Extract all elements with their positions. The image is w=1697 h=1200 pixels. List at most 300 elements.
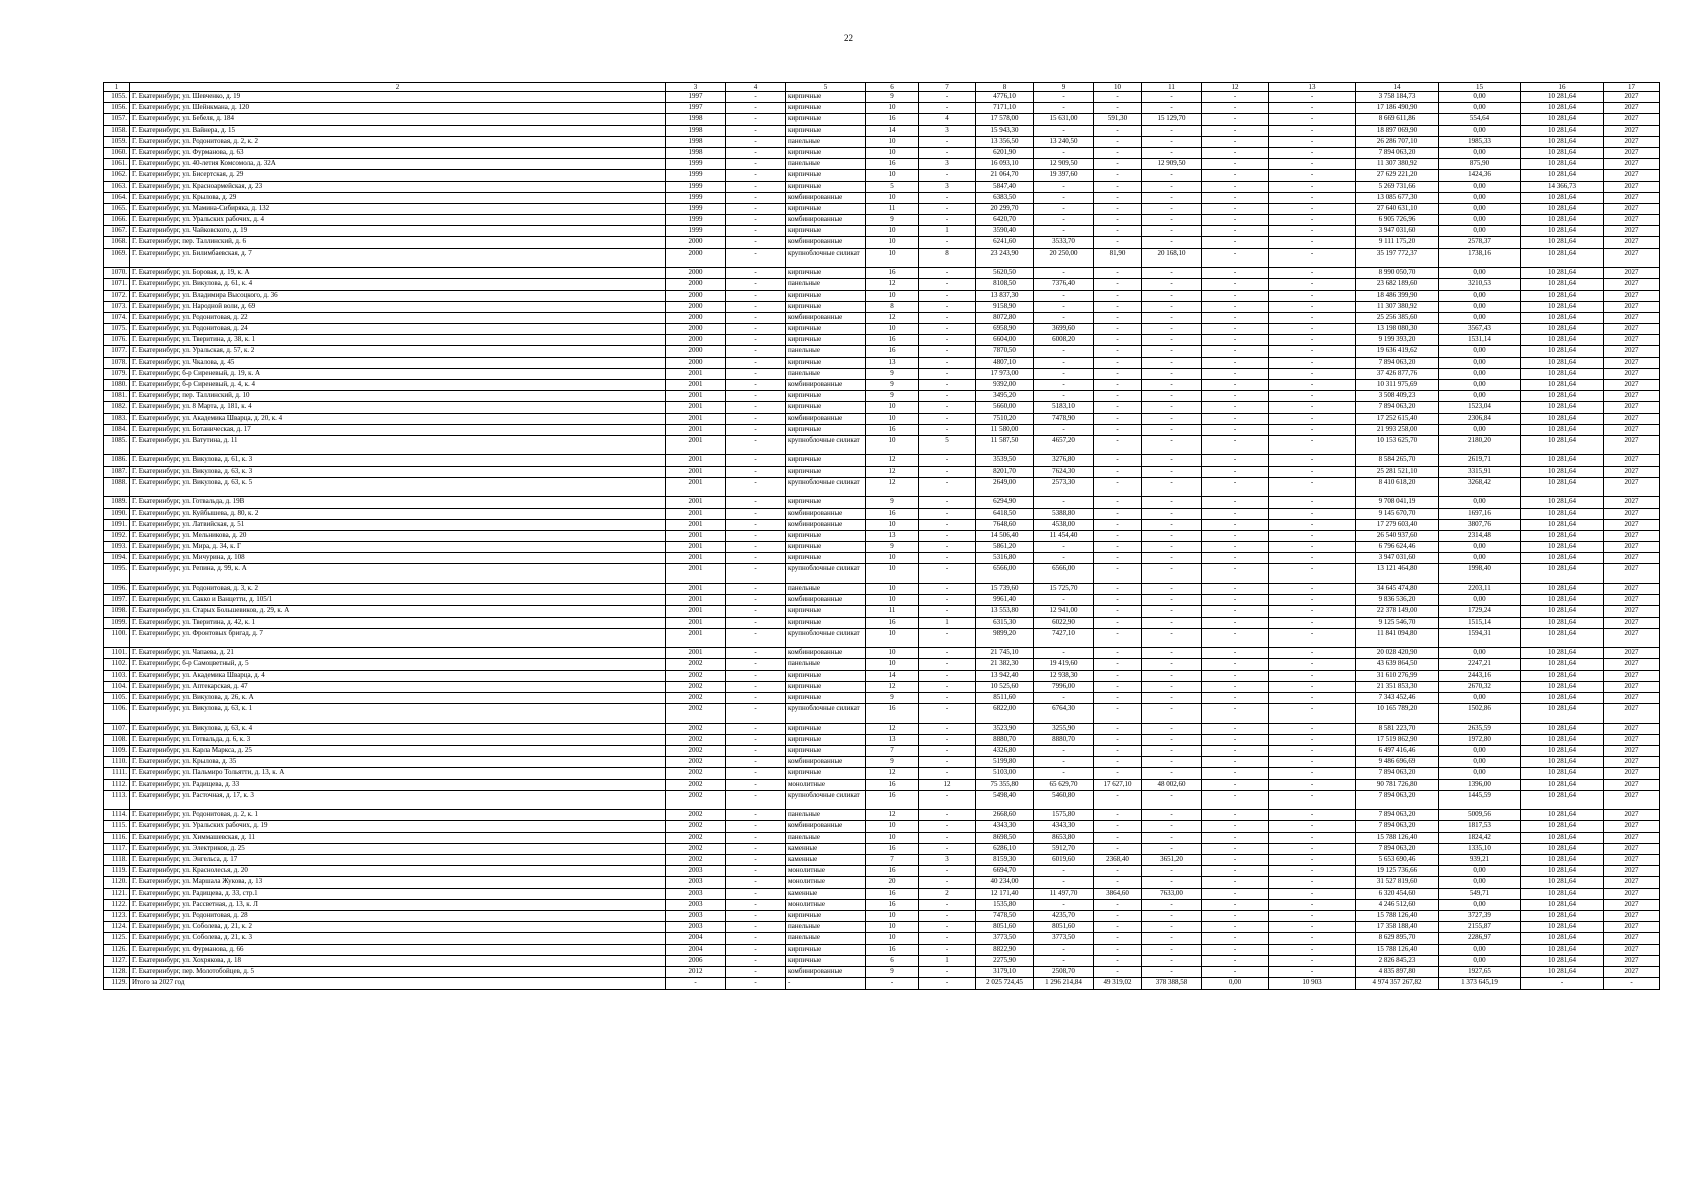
table-cell: -: [1202, 279, 1269, 290]
table-cell: 1080.: [104, 380, 130, 391]
table-cell: -: [919, 978, 976, 990]
table-cell: -: [726, 681, 786, 692]
table-cell: 2286,97: [1439, 933, 1521, 944]
table-cell: 2001: [666, 606, 726, 617]
table-cell: 7: [866, 746, 919, 757]
table-row: [104, 670, 1660, 681]
table-cell: Г. Екатеринбург, ул. Билимбаевская, д. 7: [130, 248, 666, 268]
table-cell: 4 246 512,60: [1356, 899, 1439, 910]
table-cell: -: [1094, 910, 1142, 921]
table-row: [104, 628, 1660, 648]
table-cell: 1: [919, 955, 976, 966]
table-cell: 10 281,64: [1521, 617, 1604, 628]
table-cell: 2027: [1604, 237, 1660, 248]
table-cell: Г. Екатеринбург, пер. Молотобойцев, д. 5: [130, 966, 666, 977]
table-cell: -: [1142, 877, 1202, 888]
table-cell: Г. Екатеринбург, ул. Викулова, д. 63, к. 4: [130, 723, 666, 734]
table-cell: 6566,00: [1034, 564, 1094, 584]
table-cell: 10 281,64: [1521, 955, 1604, 966]
table-cell: кирпичные: [786, 357, 866, 368]
table-cell: 8072,80: [976, 312, 1034, 323]
table-cell: -: [786, 978, 866, 990]
table-cell: 1078.: [104, 357, 130, 368]
table-cell: 1056.: [104, 103, 130, 114]
table-cell: 2649,00: [976, 477, 1034, 497]
table-cell: 7427,10: [1034, 628, 1094, 648]
table-cell: 2027: [1604, 821, 1660, 832]
table-cell: -: [1142, 542, 1202, 553]
table-cell: -: [1094, 237, 1142, 248]
table-cell: -: [919, 768, 976, 779]
table-row: [104, 435, 1660, 455]
table-row: [104, 103, 1660, 114]
table-cell: 875,90: [1439, 159, 1521, 170]
table-cell: 15 788 126,40: [1356, 832, 1439, 843]
column-header: 6: [866, 83, 919, 92]
table-cell: 10 281,64: [1521, 628, 1604, 648]
table-cell: -: [1202, 810, 1269, 821]
table-cell: 2027: [1604, 542, 1660, 553]
table-cell: -: [1269, 832, 1356, 843]
table-cell: панельные: [786, 810, 866, 821]
table-cell: 12: [866, 466, 919, 477]
table-cell: 2619,71: [1439, 455, 1521, 466]
table-cell: 13: [866, 734, 919, 745]
table-cell: 2000: [666, 237, 726, 248]
table-cell: -: [1269, 966, 1356, 977]
table-cell: -: [1269, 768, 1356, 779]
table-cell: -: [1202, 746, 1269, 757]
table-cell: -: [1142, 226, 1202, 237]
table-cell: 1074.: [104, 312, 130, 323]
table-cell: 2027: [1604, 933, 1660, 944]
table-cell: 2027: [1604, 606, 1660, 617]
table-cell: 2180,20: [1439, 435, 1521, 455]
table-cell: 16 093,10: [976, 159, 1034, 170]
table-cell: -: [919, 723, 976, 734]
table-cell: 7 894 063,20: [1356, 821, 1439, 832]
table-row: [104, 832, 1660, 843]
table-cell: Г. Екатеринбург, ул. Соболева, д. 21, к. 3: [130, 933, 666, 944]
table-cell: -: [1269, 519, 1356, 530]
table-cell: 10: [866, 192, 919, 203]
table-cell: 3268,42: [1439, 477, 1521, 497]
table-cell: 2003: [666, 866, 726, 877]
table-cell: 10 311 975,69: [1356, 380, 1439, 391]
table-cell: -: [1094, 519, 1142, 530]
table-cell: -: [1094, 768, 1142, 779]
table-cell: 1531,14: [1439, 335, 1521, 346]
table-cell: 4343,30: [976, 821, 1034, 832]
table-cell: -: [726, 866, 786, 877]
table-cell: 2001: [666, 413, 726, 424]
table-cell: 9: [866, 391, 919, 402]
table-cell: -: [1142, 922, 1202, 933]
table-cell: 1069.: [104, 248, 130, 268]
table-cell: 1127.: [104, 955, 130, 966]
table-cell: -: [1094, 821, 1142, 832]
table-cell: 2002: [666, 768, 726, 779]
table-cell: -: [1142, 346, 1202, 357]
table-cell: 15 739,60: [976, 583, 1034, 594]
table-cell: 2001: [666, 424, 726, 435]
table-cell: -: [1094, 866, 1142, 877]
table-cell: 2003: [666, 888, 726, 899]
table-cell: -: [1269, 335, 1356, 346]
table-cell: 10 281,64: [1521, 268, 1604, 279]
table-cell: Г. Екатеринбург, ул. Викулова, д. 63, к. 5: [130, 477, 666, 497]
table-cell: 1116.: [104, 832, 130, 843]
table-cell: 12 171,40: [976, 888, 1034, 899]
table-cell: 16: [866, 617, 919, 628]
table-cell: Г. Екатеринбург, ул. Родонитовая, д. 3, к. 2: [130, 583, 666, 594]
table-cell: 2001: [666, 583, 726, 594]
table-cell: 4 835 897,80: [1356, 966, 1439, 977]
table-cell: 10 165 789,20: [1356, 704, 1439, 724]
table-cell: каменные: [786, 888, 866, 899]
table-cell: 2578,37: [1439, 237, 1521, 248]
table-cell: 2002: [666, 734, 726, 745]
table-cell: -: [1202, 933, 1269, 944]
table-cell: Г. Екатеринбург, ул. Боровая, д. 19, к. А: [130, 268, 666, 279]
table-cell: -: [919, 944, 976, 955]
table-cell: 6294,90: [976, 497, 1034, 508]
table-cell: Г. Екатеринбург, б-р Сиреневый, д. 4, к. 4: [130, 380, 666, 391]
table-cell: 1998: [666, 125, 726, 136]
table-cell: -: [726, 435, 786, 455]
table-cell: 9 486 696,69: [1356, 757, 1439, 768]
table-cell: -: [1094, 324, 1142, 335]
column-number-header-row: [104, 83, 1660, 92]
table-cell: 16: [866, 704, 919, 724]
table-cell: Г. Екатеринбург, ул. Народной воли, д. 69: [130, 301, 666, 312]
table-cell: 2004: [666, 933, 726, 944]
table-cell: -: [1269, 136, 1356, 147]
table-cell: Г. Екатеринбург, ул. Репина, д. 99, к. А: [130, 564, 666, 584]
table-cell: 0,00: [1439, 899, 1521, 910]
table-cell: 1999: [666, 181, 726, 192]
table-cell: 10 281,64: [1521, 843, 1604, 854]
table-cell: 0,00: [1439, 877, 1521, 888]
table-cell: Г. Екатеринбург, ул. Красноармейская, д. 23: [130, 181, 666, 192]
table-cell: -: [726, 659, 786, 670]
table-cell: -: [1269, 508, 1356, 519]
table-row: [104, 335, 1660, 346]
table-cell: -: [919, 519, 976, 530]
table-cell: 2002: [666, 832, 726, 843]
table-cell: 2027: [1604, 757, 1660, 768]
table-cell: -: [726, 346, 786, 357]
table-cell: 2027: [1604, 203, 1660, 214]
table-cell: 2001: [666, 595, 726, 606]
table-cell: -: [1094, 734, 1142, 745]
table-row: [104, 466, 1660, 477]
table-cell: 2002: [666, 843, 726, 854]
table-cell: -: [1269, 855, 1356, 866]
table-cell: 2002: [666, 779, 726, 790]
table-row: [104, 312, 1660, 323]
table-cell: -: [726, 692, 786, 703]
table-cell: -: [1269, 237, 1356, 248]
table-cell: 1120.: [104, 877, 130, 888]
table-cell: -: [1034, 768, 1094, 779]
table-cell: 9 708 041,19: [1356, 497, 1439, 508]
table-row: [104, 455, 1660, 466]
table-cell: -: [919, 368, 976, 379]
table-row: [104, 114, 1660, 125]
table-cell: комбинированные: [786, 380, 866, 391]
table-cell: Г. Екатеринбург, ул. Крылова, д. 35: [130, 757, 666, 768]
table-cell: -: [1094, 203, 1142, 214]
table-cell: 2027: [1604, 855, 1660, 866]
table-cell: -: [1202, 335, 1269, 346]
table-cell: 40 234,00: [976, 877, 1034, 888]
table-cell: 1055.: [104, 92, 130, 103]
table-cell: -: [726, 226, 786, 237]
table-cell: 10 281,64: [1521, 910, 1604, 921]
table-cell: 6958,90: [976, 324, 1034, 335]
table-cell: 2670,32: [1439, 681, 1521, 692]
table-cell: 10 281,64: [1521, 147, 1604, 158]
table-cell: Г. Екатеринбург, ул. Академика Шварца, д. 20, к. 4: [130, 413, 666, 424]
table-cell: 1999: [666, 159, 726, 170]
table-cell: 5861,20: [976, 542, 1034, 553]
table-row: [104, 497, 1660, 508]
total-row: [104, 978, 1660, 990]
table-cell: -: [1269, 681, 1356, 692]
table-cell: 2027: [1604, 779, 1660, 790]
table-cell: кирпичные: [786, 226, 866, 237]
table-cell: 0,00: [1439, 368, 1521, 379]
table-cell: -: [919, 215, 976, 226]
table-cell: 13 553,80: [976, 606, 1034, 617]
table-cell: 15 788 126,40: [1356, 944, 1439, 955]
table-cell: комбинированные: [786, 312, 866, 323]
table-cell: 13 198 080,30: [1356, 324, 1439, 335]
table-cell: -: [919, 790, 976, 810]
table-cell: -: [1034, 542, 1094, 553]
table-cell: 1515,14: [1439, 617, 1521, 628]
table-cell: -: [1202, 564, 1269, 584]
table-cell: 1071.: [104, 279, 130, 290]
table-cell: 6286,10: [976, 843, 1034, 854]
table-cell: 12 941,00: [1034, 606, 1094, 617]
table-cell: 9: [866, 92, 919, 103]
table-cell: 4807,10: [976, 357, 1034, 368]
table-row: [104, 659, 1660, 670]
table-cell: Г. Екатеринбург, ул. Викулова, д. 61, к. 4: [130, 279, 666, 290]
table-cell: 14 506,40: [976, 530, 1034, 541]
table-cell: 1999: [666, 226, 726, 237]
table-cell: 0,00: [1439, 955, 1521, 966]
table-cell: 5498,40: [976, 790, 1034, 810]
table-cell: 22 378 149,00: [1356, 606, 1439, 617]
table-cell: 1122.: [104, 899, 130, 910]
table-cell: -: [726, 335, 786, 346]
table-cell: Г. Екатеринбург, ул. Родонитовая, д. 2, к. 2: [130, 136, 666, 147]
table-cell: -: [726, 391, 786, 402]
table-cell: 4: [919, 114, 976, 125]
table-cell: 43 639 864,50: [1356, 659, 1439, 670]
table-cell: 4 974 357 267,82: [1356, 978, 1439, 990]
table-cell: 10 281,64: [1521, 606, 1604, 617]
table-cell: -: [1034, 192, 1094, 203]
table-cell: -: [726, 279, 786, 290]
table-cell: 2001: [666, 564, 726, 584]
table-cell: -: [1094, 455, 1142, 466]
table-cell: -: [726, 159, 786, 170]
table-cell: -: [1202, 877, 1269, 888]
table-cell: -: [1034, 877, 1094, 888]
table-row: [104, 357, 1660, 368]
table-cell: 6 796 624,46: [1356, 542, 1439, 553]
table-cell: 2027: [1604, 530, 1660, 541]
table-cell: -: [726, 424, 786, 435]
table-cell: -: [1269, 606, 1356, 617]
table-cell: -: [1269, 955, 1356, 966]
table-cell: 7478,90: [1034, 413, 1094, 424]
table-cell: 6418,50: [976, 508, 1034, 519]
table-cell: -: [1094, 648, 1142, 659]
table-cell: комбинированные: [786, 648, 866, 659]
table-cell: 10 281,64: [1521, 681, 1604, 692]
table-cell: Г. Екатеринбург, ул. Викулова, д. 26, к. А: [130, 692, 666, 703]
table-cell: 5 653 690,46: [1356, 855, 1439, 866]
table-cell: Г. Екатеринбург, б-р Самоцветный, д. 5: [130, 659, 666, 670]
table-cell: -: [1142, 497, 1202, 508]
table-cell: -: [726, 757, 786, 768]
table-cell: 10 281,64: [1521, 659, 1604, 670]
table-cell: Г. Екатеринбург, ул. Карла Маркса, д. 25: [130, 746, 666, 757]
table-cell: -: [1094, 843, 1142, 854]
table-cell: 7 894 063,20: [1356, 810, 1439, 821]
table-cell: 2027: [1604, 248, 1660, 268]
table-cell: -: [1202, 955, 1269, 966]
table-cell: -: [919, 704, 976, 724]
table-cell: 10 281,64: [1521, 530, 1604, 541]
table-cell: 5103,00: [976, 768, 1034, 779]
table-cell: 1064.: [104, 192, 130, 203]
table-cell: -: [1269, 704, 1356, 724]
table-row: [104, 768, 1660, 779]
table-cell: -: [1142, 530, 1202, 541]
table-cell: 23 682 189,60: [1356, 279, 1439, 290]
table-cell: 3773,50: [1034, 933, 1094, 944]
table-cell: 10 281,64: [1521, 966, 1604, 977]
table-cell: -: [1202, 103, 1269, 114]
table-cell: 591,30: [1094, 114, 1142, 125]
table-cell: 0,00: [1202, 978, 1269, 990]
table-cell: 6566,00: [976, 564, 1034, 584]
table-cell: -: [1269, 413, 1356, 424]
table-cell: крупноблочные силикат: [786, 628, 866, 648]
table-cell: 10: [866, 226, 919, 237]
table-cell: 16: [866, 866, 919, 877]
table-cell: 1103.: [104, 670, 130, 681]
table-cell: 2027: [1604, 595, 1660, 606]
table-cell: 6019,60: [1034, 855, 1094, 866]
table-cell: -: [1142, 368, 1202, 379]
table-cell: 13 837,30: [976, 290, 1034, 301]
table-cell: 1070.: [104, 268, 130, 279]
table-cell: 1: [919, 226, 976, 237]
table-cell: 19 397,60: [1034, 170, 1094, 181]
table-cell: 2508,70: [1034, 966, 1094, 977]
table-cell: -: [1269, 181, 1356, 192]
table-cell: 9: [866, 215, 919, 226]
table-cell: -: [919, 346, 976, 357]
table-cell: 2027: [1604, 301, 1660, 312]
table-cell: -: [726, 519, 786, 530]
table-cell: Г. Екатеринбург, ул. Фронтовых бригад, д. 7: [130, 628, 666, 648]
table-cell: 10: [866, 324, 919, 335]
table-cell: -: [1142, 237, 1202, 248]
table-cell: кирпичные: [786, 681, 866, 692]
table-cell: крупноблочные силикат: [786, 435, 866, 455]
table-cell: -: [1269, 170, 1356, 181]
table-cell: кирпичные: [786, 92, 866, 103]
table-cell: 1057.: [104, 114, 130, 125]
table-cell: -: [1202, 542, 1269, 553]
table-row: [104, 391, 1660, 402]
table-cell: 34 645 474,80: [1356, 583, 1439, 594]
table-cell: -: [1142, 508, 1202, 519]
table-cell: -: [919, 508, 976, 519]
table-cell: -: [1034, 955, 1094, 966]
table-cell: 9 836 536,20: [1356, 595, 1439, 606]
table-cell: 9: [866, 542, 919, 553]
table-cell: 2000: [666, 290, 726, 301]
table-cell: Г. Екатеринбург, ул. 40-летия Комсомола, д. 32А: [130, 159, 666, 170]
table-cell: 10: [866, 583, 919, 594]
table-cell: 8051,60: [976, 922, 1034, 933]
table-cell: -: [1142, 966, 1202, 977]
table-cell: 11 580,00: [976, 424, 1034, 435]
table-row: [104, 413, 1660, 424]
table-cell: 5460,80: [1034, 790, 1094, 810]
table-cell: 15 943,30: [976, 125, 1034, 136]
table-cell: -: [1142, 723, 1202, 734]
table-cell: 3533,70: [1034, 237, 1094, 248]
table-cell: -: [1142, 757, 1202, 768]
table-cell: 10 281,64: [1521, 855, 1604, 866]
table-cell: -: [726, 170, 786, 181]
table-cell: -: [919, 530, 976, 541]
table-cell: 90 781 726,80: [1356, 779, 1439, 790]
table-cell: 10 281,64: [1521, 114, 1604, 125]
table-cell: 10 281,64: [1521, 723, 1604, 734]
table-cell: 10 281,64: [1521, 477, 1604, 497]
table-cell: 10 281,64: [1521, 877, 1604, 888]
table-cell: -: [1202, 125, 1269, 136]
table-row: [104, 530, 1660, 541]
table-row: [104, 843, 1660, 854]
table-cell: 8698,50: [976, 832, 1034, 843]
table-cell: 2027: [1604, 335, 1660, 346]
table-cell: крупноблочные силикат: [786, 564, 866, 584]
table-cell: -: [1034, 692, 1094, 703]
table-cell: -: [1202, 628, 1269, 648]
table-cell: -: [1034, 125, 1094, 136]
table-cell: 2306,84: [1439, 413, 1521, 424]
table-cell: 1738,16: [1439, 248, 1521, 268]
table-cell: Г. Екатеринбург, ул. Фурманова, д. 66: [130, 944, 666, 955]
table-cell: 10 281,64: [1521, 832, 1604, 843]
table-cell: -: [1202, 226, 1269, 237]
table-cell: -: [1202, 508, 1269, 519]
table-cell: -: [726, 192, 786, 203]
table-cell: 9899,20: [976, 628, 1034, 648]
